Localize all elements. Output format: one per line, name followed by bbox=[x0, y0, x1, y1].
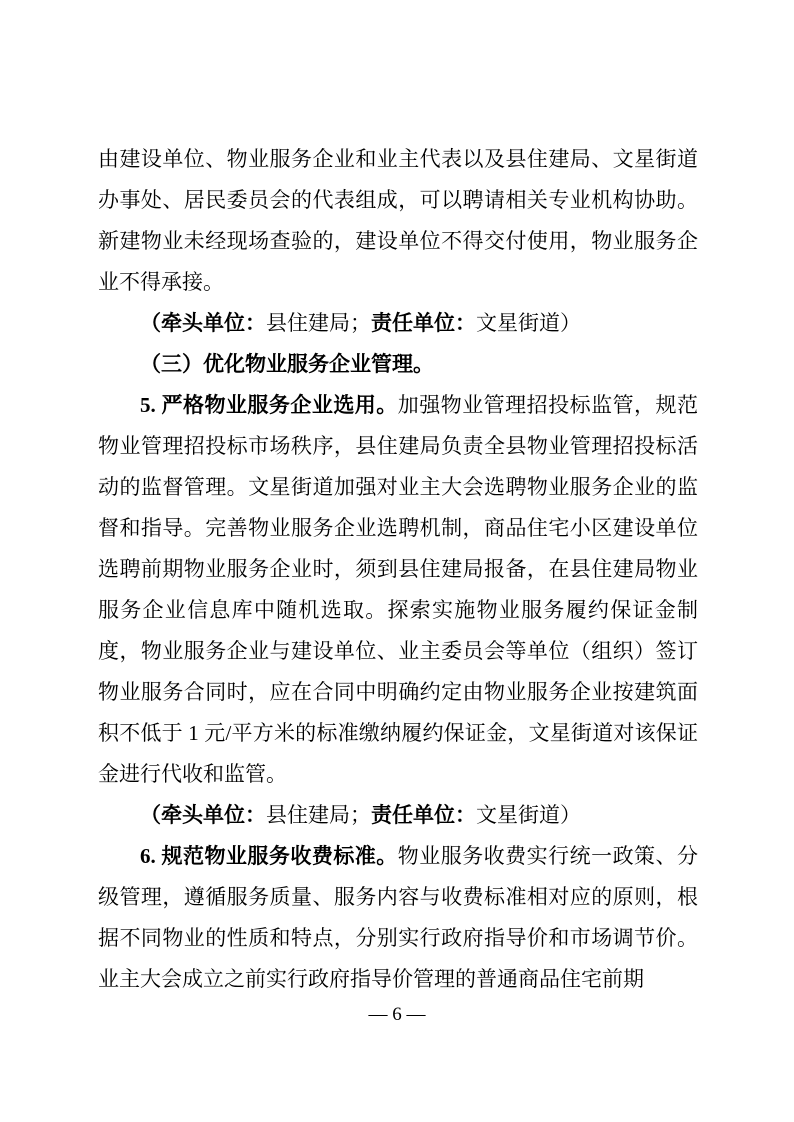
page-number: — 6 — bbox=[368, 1004, 426, 1025]
lead-unit-value: 县住建局； bbox=[266, 311, 371, 335]
section-heading-text: （三）优化物业服务企业管理。 bbox=[140, 352, 434, 376]
item-5-body: 加强物业管理招投标监管，规范物业管理招投标市场秩序，县住建局负责全县物业管理招投标活动的监督管理。文星街道加强对业主大会选聘物业服务企业的监督和指导。完善物业服务企业选聘机制，商品住宅小区建设单位选聘前期物业服务企业时，须到县住建局报备，在县住建局物业服务企业信息库中随机选取。探索实施物业服务履约保证金制度，物业服务企业与建设单位、业主委员会等单位（组织）签订物业服务合同时，应在合同中明确约定由物业服务企业按建筑面积不低于 1 元/平方米的标准缴纳履约保证金，文星街道对该保证金进行代收和监管。 bbox=[98, 393, 699, 786]
document-body bbox=[98, 139, 698, 1000]
paragraph-continuation bbox=[98, 139, 698, 303]
paragraph-item-5 bbox=[98, 385, 698, 795]
lead-unit-label: （牵头单位： bbox=[140, 803, 266, 827]
page-footer bbox=[0, 994, 794, 1035]
responsible-units-line-2 bbox=[98, 795, 698, 836]
responsible-unit-value: 文星街道） bbox=[476, 311, 581, 335]
responsible-unit-label: 责任单位： bbox=[371, 311, 476, 335]
responsible-unit-label: 责任单位： bbox=[371, 803, 476, 827]
responsible-unit-value: 文星街道） bbox=[476, 803, 581, 827]
section-heading-3 bbox=[98, 344, 698, 385]
item-6-lead: 6. 规范物业服务收费标准。 bbox=[140, 844, 398, 868]
responsible-units-line-1 bbox=[98, 303, 698, 344]
lead-unit-value: 县住建局； bbox=[266, 803, 371, 827]
paragraph-item-6 bbox=[98, 836, 698, 1000]
item-6-body: 物业服务收费实行统一政策、分级管理，遵循服务质量、服务内容与收费标准相对应的原则，根据不同物业的性质和特点，分别实行政府指导价和市场调节价。业主大会成立之前实行政府指导价管理的普通商品住宅前期 bbox=[98, 844, 699, 991]
paragraph-text: 由建设单位、物业服务企业和业主代表以及县住建局、文星街道办事处、居民委员会的代表组成，可以聘请相关专业机构协助。新建物业未经现场查验的，建设单位不得交付使用，物业服务企业不得承接。 bbox=[98, 147, 698, 294]
item-5-lead: 5. 严格物业服务企业选用。 bbox=[140, 393, 398, 417]
lead-unit-label: （牵头单位： bbox=[140, 311, 266, 335]
